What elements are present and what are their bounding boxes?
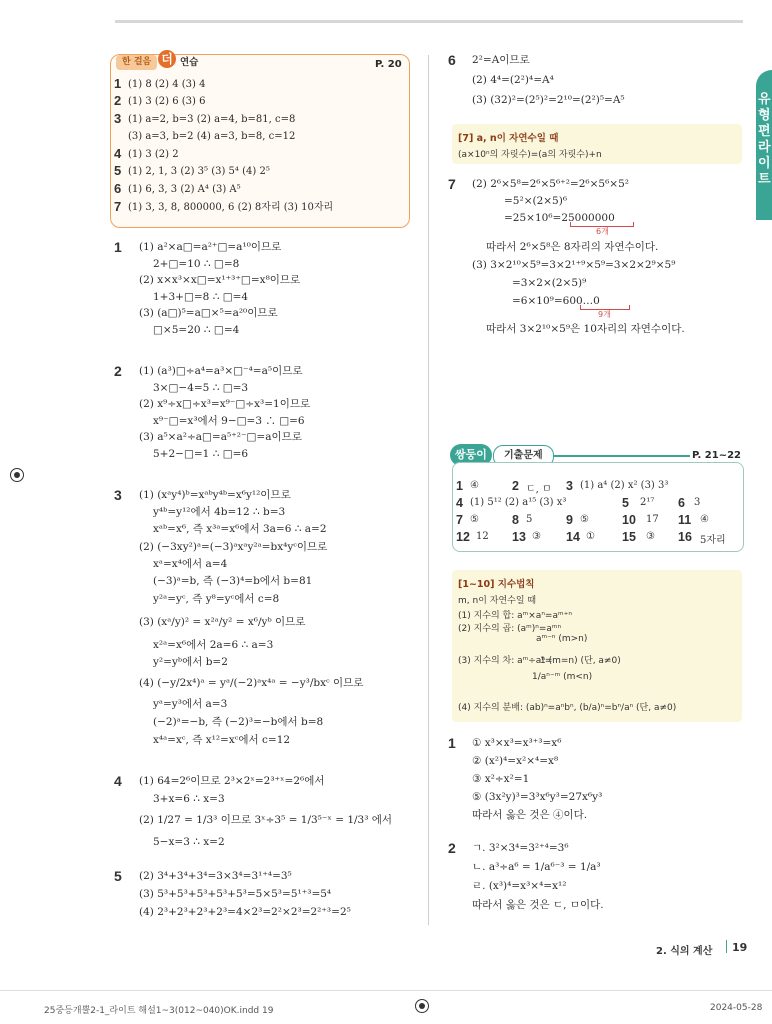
twin-answer-value: 3	[694, 497, 701, 508]
twin-answer-value: 5	[526, 514, 533, 525]
solution-line: 5+2−□=1 ∴ □=6	[153, 447, 249, 460]
box-page-ref: P. 20	[375, 59, 402, 70]
box-row-text: (1) 3 (2) 6 (3) 6	[128, 96, 206, 107]
box-row-text: (1) 6, 3, 3 (2) A⁴ (3) A⁵	[128, 184, 241, 195]
twin-answer-value: 12	[476, 531, 489, 542]
twin-answer-number: 8	[512, 513, 519, 527]
box-row-number: 1	[114, 76, 122, 91]
solution-line: ⑤ (3x²y)³=3³x⁶y³=27x⁶y³	[472, 791, 603, 803]
twin-answer-number: 2	[512, 479, 519, 493]
solution-line: 따라서 3×2¹⁰×5⁹은 10자리의 자연수이다.	[486, 323, 685, 335]
twin-answer-number: 11	[678, 513, 692, 527]
section-label: 2. 식의 계산	[656, 946, 713, 957]
solution-line: ② (x²)⁴=x²×⁴=x⁸	[472, 755, 559, 767]
box-row-number: 5	[114, 163, 122, 178]
box-row-text: (1) 2, 1, 3 (2) 3⁵ (3) 5⁴ (4) 2⁵	[128, 166, 270, 177]
tip-title: [7] a, n이 자연수일 때	[458, 133, 559, 144]
solution-line: 따라서 옳은 것은 ㄷ, ㅁ이다.	[472, 899, 604, 911]
twin-answer-number: 15	[622, 530, 636, 544]
twin-answer-value: ③	[532, 531, 541, 542]
law-line: 1 (m=n) (단, a≠0)	[540, 656, 621, 666]
twin-answer-number: 7	[456, 513, 463, 527]
solution-line: ㄹ. (x³)⁴=x³×⁴=x¹²	[472, 880, 567, 892]
solution-line: =6×10⁹=600…0	[512, 295, 600, 307]
solution-line: x⁹⁻□=x³에서 9−□=3 ∴ □=6	[153, 414, 305, 427]
top-rule	[115, 20, 743, 23]
twin-answer-number: 9	[566, 513, 573, 527]
solution-line: (2) x×x³×x□=x¹⁺³⁺□=x⁸이므로	[139, 274, 301, 286]
twin-answer-value: ③	[646, 531, 655, 542]
solution-line: (2) (−3xy²)ᵃ=(−3)ᵃxᵃy²ᵃ=bx⁴yᶜ이므로	[139, 541, 328, 553]
law-line: (1) 지수의 합: aᵐ×aⁿ=aᵐ⁺ⁿ	[458, 611, 572, 621]
solution-line: (4) (−y/2x⁴)ᵃ = yᵃ/(−2)ᵃx⁴ᵃ = −y³/bxᶜ 이므로	[139, 677, 364, 689]
solution-line: (1) (xᵃy⁴)ᵇ=xᵃᵇy⁴ᵇ=x⁶y¹²이므로	[139, 489, 291, 501]
twin-answer-value: (1) a⁴ (2) x² (3) 3³	[580, 480, 669, 491]
solution-line: ③ x²÷x²=1	[472, 773, 530, 785]
solution-line: (2) 2⁶×5⁸=2⁶×5⁶⁺²=2⁶×5⁶×5²	[472, 178, 629, 190]
problem-number: 3	[114, 487, 122, 503]
box-tag-title: 연습	[180, 57, 199, 68]
box-row-number: 2	[114, 93, 122, 108]
law-line: (2) 지수의 곱: (aᵐ)ⁿ=aᵐⁿ	[458, 624, 562, 634]
registration-mark	[415, 999, 429, 1013]
solution-line: x²ᵃ=x⁶에서 2a=6 ∴ a=3	[153, 639, 274, 651]
footer-rule	[0, 990, 772, 991]
problem-number: 2	[114, 363, 122, 379]
box-row-text: (1) a=2, b=3 (2) a=4, b=81, c=8	[128, 114, 296, 125]
solution-line: (3) (xᵃ/y)² = x²ᵃ/y² = x⁶/yᵇ 이므로	[139, 616, 306, 628]
solution-line: 3×□−4=5 ∴ □=3	[153, 381, 249, 394]
problem-number: 1	[448, 735, 456, 751]
solution-line: =5²×(2×5)⁶	[504, 195, 568, 207]
box-row-text: (1) 3, 3, 8, 800000, 6 (2) 8자리 (3) 10자리	[128, 202, 334, 213]
digit-count: 6개	[596, 227, 609, 236]
solution-line: 3+x=6 ∴ x=3	[153, 793, 225, 805]
twin-answer-number: 10	[622, 513, 636, 527]
solution-line: (−3)ᵃ=b, 즉 (−3)⁴=b에서 b=81	[153, 575, 313, 587]
tip-title: [1~10] 지수법칙	[458, 579, 535, 590]
twin-title: 기출문제	[493, 445, 554, 467]
solution-line: (2) x⁹÷x□÷x³=x⁹⁻□÷x³=1이므로	[139, 398, 311, 410]
footer-separator	[726, 940, 727, 953]
twin-page-ref: P. 21~22	[692, 450, 741, 461]
solution-line: 2+□=10 ∴ □=8	[153, 257, 240, 270]
solution-line: 5−x=3 ∴ x=2	[153, 836, 225, 848]
solution-line: =25×10⁶=25000000	[504, 212, 615, 224]
twin-answer-number: 4	[456, 496, 463, 510]
twin-answer-value: 17	[646, 514, 659, 525]
solution-line: ① x³×x³=x³⁺³=x⁶	[472, 737, 562, 749]
solution-line: (1) a²×a□=a²⁺□=a¹⁰이므로	[139, 241, 282, 253]
problem-number: 5	[114, 868, 122, 884]
box-row-text: (1) 8 (2) 4 (3) 4	[128, 79, 206, 90]
column-divider	[428, 55, 429, 925]
box-row-number: 4	[114, 146, 122, 161]
solution-line: =3×2×(2×5)⁹	[512, 277, 587, 289]
file-label: 25중등개뿔2-1_라이트 해설1~3(012~040)OK.indd 19	[44, 1006, 274, 1016]
problem-number: 6	[448, 52, 456, 68]
twin-answer-value: 2¹⁷	[640, 497, 655, 508]
twin-answer-number: 14	[566, 530, 580, 544]
box-tag-label: 한 걸음	[116, 55, 157, 70]
twin-answer-number: 3	[566, 479, 573, 493]
law-line: 1/aⁿ⁻ᵐ (m<n)	[532, 672, 593, 682]
law-line: aᵐ⁻ⁿ (m>n)	[536, 634, 588, 644]
box-row-number: 3	[114, 111, 122, 126]
solution-line: y⁴ᵇ=y¹²에서 4b=12 ∴ b=3	[153, 506, 286, 518]
solution-line: (3) a⁵×a²÷a□=a⁵⁺²⁻□=a이므로	[139, 431, 302, 443]
twin-answer-value: (1) 5¹² (2) a¹⁵ (3) x³	[470, 497, 567, 508]
box-row-number: 6	[114, 181, 122, 196]
law-line: m, n이 자연수일 때	[458, 596, 537, 606]
law-line: (3) 지수의 차: aᵐ÷aⁿ=	[458, 656, 553, 666]
law-line: (4) 지수의 분배: (ab)ⁿ=aⁿbⁿ, (b/a)ⁿ=bⁿ/aⁿ (단, a≠0)	[458, 703, 677, 713]
solution-line: ㄴ. a³÷a⁶ = 1/a⁶⁻³ = 1/a³	[472, 861, 601, 873]
twin-answer-value: 5자리	[700, 535, 726, 546]
twin-answer-number: 5	[622, 496, 629, 510]
solution-line: (1) 64=2⁶이므로 2³×2ˣ=2³⁺ˣ=2⁶에서	[139, 775, 325, 787]
twin-answer-value: ④	[700, 514, 709, 525]
twin-answer-number: 6	[678, 496, 685, 510]
page-number: 19	[732, 941, 748, 954]
box-tag-icon: 더	[158, 50, 176, 68]
solution-line: (1) (a³)□÷a⁴=a³×□⁻⁴=a⁵이므로	[139, 365, 303, 377]
box-row-text: (3) a=3, b=2 (4) a=3, b=8, c=12	[128, 131, 296, 142]
tip-line: (a×10ⁿ의 자릿수)=(a의 자릿수)+n	[458, 150, 602, 160]
twin-badge: 쌍둥이	[450, 444, 492, 466]
twin-answer-number: 12	[456, 530, 470, 544]
solution-line: (3) (32)²=(2⁵)²=2¹⁰=(2²)⁵=A⁵	[472, 94, 625, 106]
solution-line: 1+3+□=8 ∴ □=4	[153, 290, 249, 303]
solution-line: 2²=A이므로	[472, 54, 530, 66]
problem-number: 4	[114, 773, 122, 789]
twin-answer-value: ㄷ, ㅁ	[526, 484, 552, 495]
problem-number: 1	[114, 239, 122, 255]
twin-answer-value: ④	[470, 480, 479, 491]
box-row-text: (1) 3 (2) 2	[128, 149, 179, 160]
twin-answer-number: 16	[678, 530, 692, 544]
solution-line: x⁴ᵃ=xᶜ, 즉 x¹²=xᶜ에서 c=12	[153, 734, 291, 746]
twin-answer-number: 1	[456, 479, 463, 493]
print-date: 2024-05-28	[710, 1003, 763, 1013]
side-tab-label: 유형편 라이트	[758, 92, 771, 187]
solution-line: yᵃ=y³에서 a=3	[153, 698, 228, 710]
digit-count: 9개	[598, 310, 611, 319]
solution-line: (2) 1/27 = 1/3³ 이므로 3ˣ÷3⁵ = 1/3⁵⁻ˣ = 1/3³ 에서	[139, 814, 393, 826]
solution-line: □×5=20 ∴ □=4	[153, 323, 240, 336]
solution-line: (3) 3×2¹⁰×5⁹=3×2¹⁺⁹×5⁹=3×2×2⁹×5⁹	[472, 259, 676, 271]
solution-line: y²=yᵇ에서 b=2	[153, 656, 228, 668]
solution-line: 따라서 2⁶×5⁸은 8자리의 자연수이다.	[486, 241, 659, 253]
solution-line: (2) 3⁴+3⁴+3⁴=3×3⁴=3¹⁺⁴=3⁵	[139, 870, 292, 882]
solution-line: (2) 4⁴=(2²)⁴=A⁴	[472, 74, 554, 86]
twin-answer-value: ⑤	[470, 514, 479, 525]
solution-line: y²ᵃ=yᶜ, 즉 y⁸=yᶜ에서 c=8	[153, 593, 280, 605]
twin-answer-value: ⑤	[580, 514, 589, 525]
twin-answer-number: 13	[512, 530, 526, 544]
problem-number: 7	[448, 176, 456, 192]
solution-line: xᵃᵇ=x⁶, 즉 x³ᵃ=x⁶에서 3a=6 ∴ a=2	[153, 523, 327, 535]
solution-line: xᵃ=x⁴에서 a=4	[153, 558, 228, 570]
registration-mark	[10, 468, 24, 482]
solution-line: (4) 2³+2³+2³+2³=4×2³=2²×2³=2²⁺³=2⁵	[139, 906, 351, 918]
solution-line: 따라서 옳은 것은 ④이다.	[472, 809, 588, 821]
solution-line: (3) 5³+5³+5³+5³+5³=5×5³=5¹⁺³=5⁴	[139, 888, 332, 900]
solution-line: ㄱ. 3²×3⁴=3²⁺⁴=3⁶	[472, 842, 569, 854]
twin-answer-value: ①	[586, 531, 595, 542]
solution-line: (−2)ᵃ=−b, 즉 (−2)³=−b에서 b=8	[153, 716, 324, 728]
problem-number: 2	[448, 840, 456, 856]
box-row-number: 7	[114, 199, 122, 214]
solution-line: (3) (a□)⁵=a□×⁵=a²⁰이므로	[139, 307, 278, 319]
